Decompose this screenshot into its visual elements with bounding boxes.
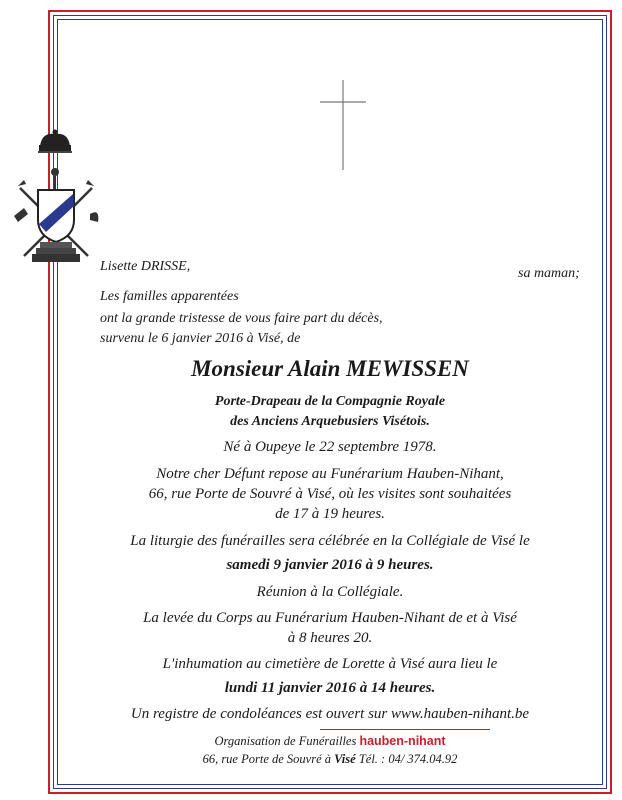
family-line-1-role: sa maman; [518,266,580,281]
liturgy-line-1: La liturgie des funérailles sera célébrée en la Collégiale de Visé le [130,533,530,549]
deceased-title-line-2: des Anciens Arquebusiers Visétois. [230,414,430,429]
visit-line-2: 66, rue Porte de Souvré à Visé, où les visites sont souhaitées [148,486,512,502]
burial-date: lundi 11 janvier 2016 à 14 heures. [224,680,436,696]
coat-of-arms-icon [8,128,103,268]
liturgy-meeting: Réunion à la Collégiale. [256,584,404,600]
crown-icon [38,130,72,154]
footer-address-prefix: 66, rue Porte de Souvré à [202,752,332,766]
registry-underline [320,729,490,730]
footer-address-city: Visé [334,752,356,766]
intro-line-1: ont la grande tristesse de vous faire part du décès, [100,311,383,326]
cross-icon [318,80,368,170]
liturgy-date: samedi 9 janvier 2016 à 9 heures. [226,557,434,573]
deceased-name: Monsieur Alain MEWISSEN [191,356,469,381]
footer-address [57,752,603,767]
family-line-2: Les familles apparentées [100,289,239,304]
footer-phone: Tél. : 04/ 374.04.92 [358,752,458,766]
birth-line: Né à Oupeye le 22 septembre 1978. [223,439,437,455]
visit-line-3: de 17 à 19 heures. [275,506,385,522]
visit-line-1: Notre cher Défunt repose au Funérarium Hauben-Nihant, [156,466,504,482]
brand-logo: hauben-nihant [359,734,446,748]
family-line-1: Lisette DRISSE, [100,259,191,274]
intro-line-2: survenu le 6 janvier 2016 à Visé, de [100,331,301,346]
footer-org [57,734,603,749]
deceased-title-line-1: Porte-Drapeau de la Compagnie Royale [214,394,446,409]
levee-line-1: La levée du Corps au Funérarium Hauben-Nihant de et à Visé [143,610,517,626]
footer-org-prefix: Organisation de Funérailles [214,734,357,748]
levee-line-2: à 8 heures 20. [287,630,373,646]
burial-line-1: L'inhumation au cimetière de Lorette à Visé aura lieu le [162,656,498,672]
registry-line: Un registre de condoléances est ouvert sur www.hauben-nihant.be [130,706,530,722]
